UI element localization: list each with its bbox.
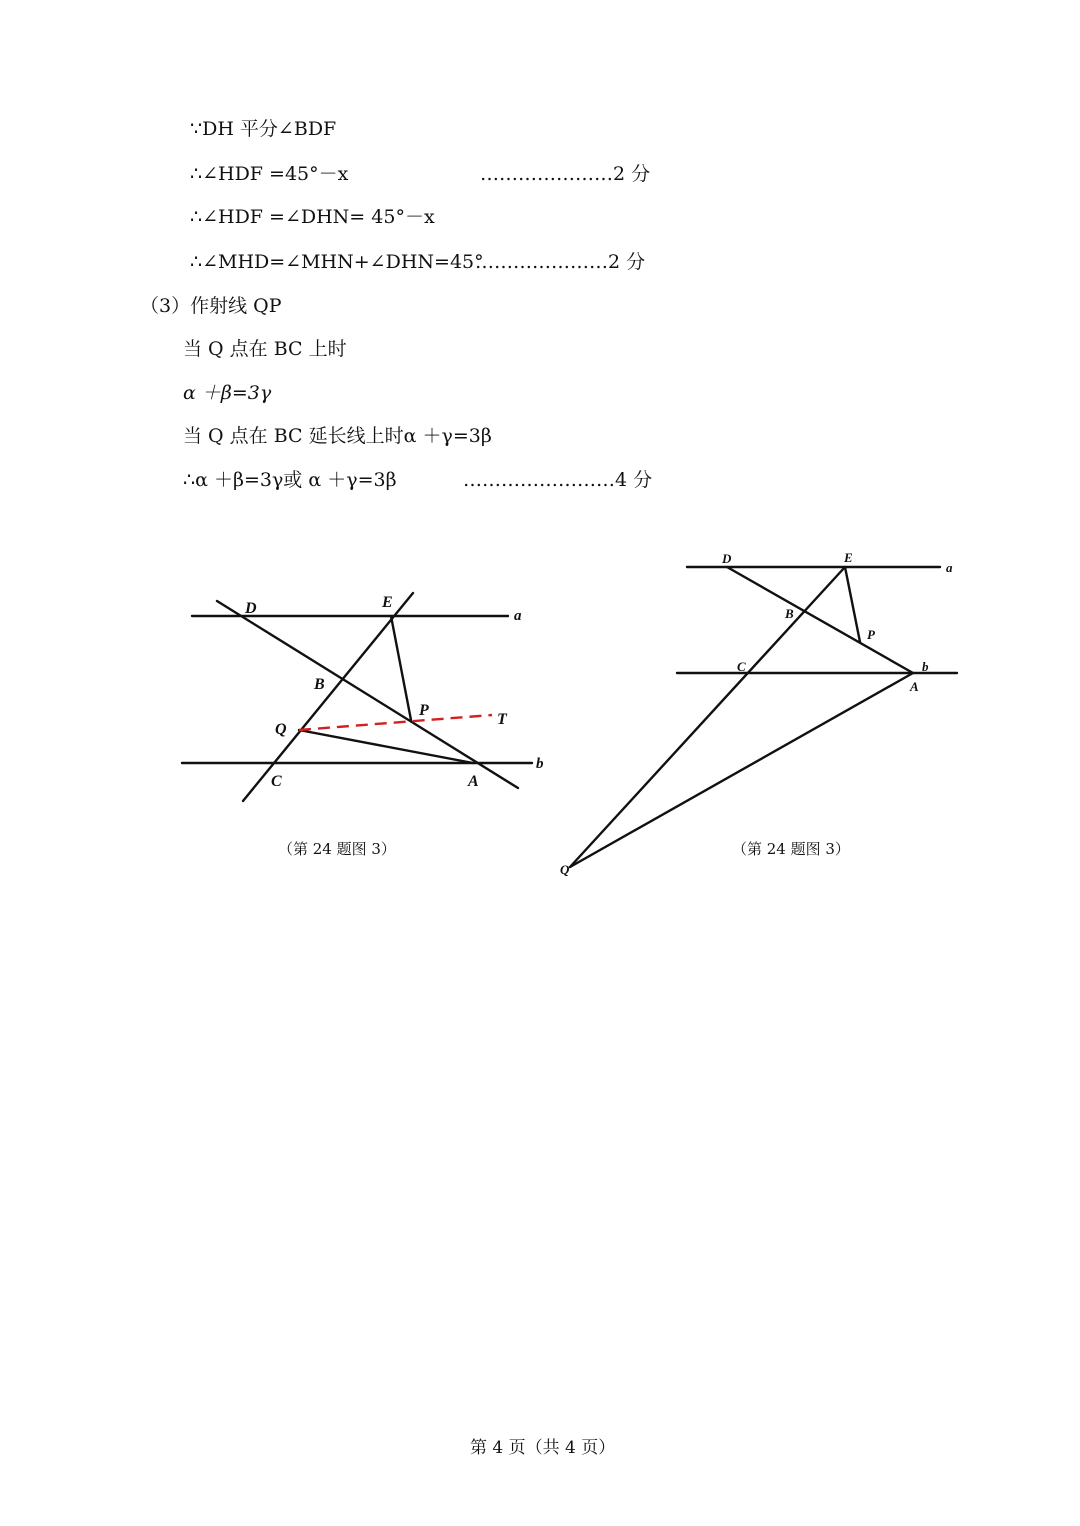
- proof-line-3: ∴∠HDF =∠DHN= 45°－x: [190, 206, 435, 228]
- label-b: b: [536, 756, 544, 772]
- label-Q: Q: [560, 862, 570, 877]
- ray-qp-dashed: [299, 715, 492, 730]
- figure-2: [560, 545, 970, 885]
- proof-line-5: （3）作射线 QP: [140, 295, 282, 317]
- label-A: A: [468, 773, 479, 790]
- page-footer: 第 4 页（共 4 页）: [470, 1438, 616, 1458]
- label-E: E: [844, 550, 853, 565]
- proof-line-4: ∴∠MHD=∠MHN+∠DHN=45°: [190, 251, 484, 273]
- segment-ep: [845, 567, 860, 642]
- segment-ep: [391, 616, 411, 720]
- proof-line-1: ∵DH 平分∠BDF: [190, 118, 337, 140]
- proof-line-6: 当 Q 点在 BC 上时: [183, 338, 347, 360]
- score-3: ……………………4 分: [463, 469, 653, 491]
- proof-line-9: ∴α ＋β=3γ或 α ＋γ=3β: [183, 469, 397, 491]
- label-A: A: [910, 679, 919, 694]
- label-P: P: [419, 702, 429, 719]
- figure-2-caption: （第 24 题图 3）: [732, 840, 850, 858]
- label-D: D: [722, 551, 732, 566]
- proof-line-7: α ＋β=3γ: [183, 382, 272, 404]
- score-2: …………………2 分: [475, 251, 646, 273]
- label-B: B: [314, 676, 325, 693]
- label-C: C: [271, 773, 282, 790]
- figure-1: [170, 580, 560, 810]
- segment-qa: [299, 730, 473, 763]
- label-E: E: [382, 594, 393, 611]
- proof-line-2: ∴∠HDF =45°－x: [190, 163, 349, 185]
- label-B: B: [785, 606, 794, 621]
- figure-1-caption: （第 24 题图 3）: [278, 840, 396, 858]
- label-P: P: [867, 627, 875, 642]
- score-1: …………………2 分: [480, 163, 651, 185]
- label-C: C: [737, 659, 746, 674]
- line-db-extended: [217, 601, 518, 788]
- label-a: a: [514, 608, 522, 624]
- label-Q: Q: [275, 721, 287, 738]
- proof-line-8: 当 Q 点在 BC 延长线上时α ＋γ=3β: [183, 425, 492, 447]
- label-D: D: [245, 600, 257, 617]
- label-T: T: [497, 711, 507, 728]
- segment-da: [727, 567, 913, 673]
- segment-eq: [570, 567, 845, 867]
- label-a: a: [946, 560, 953, 575]
- line-ec-extended: [243, 593, 413, 801]
- label-b: b: [922, 659, 929, 674]
